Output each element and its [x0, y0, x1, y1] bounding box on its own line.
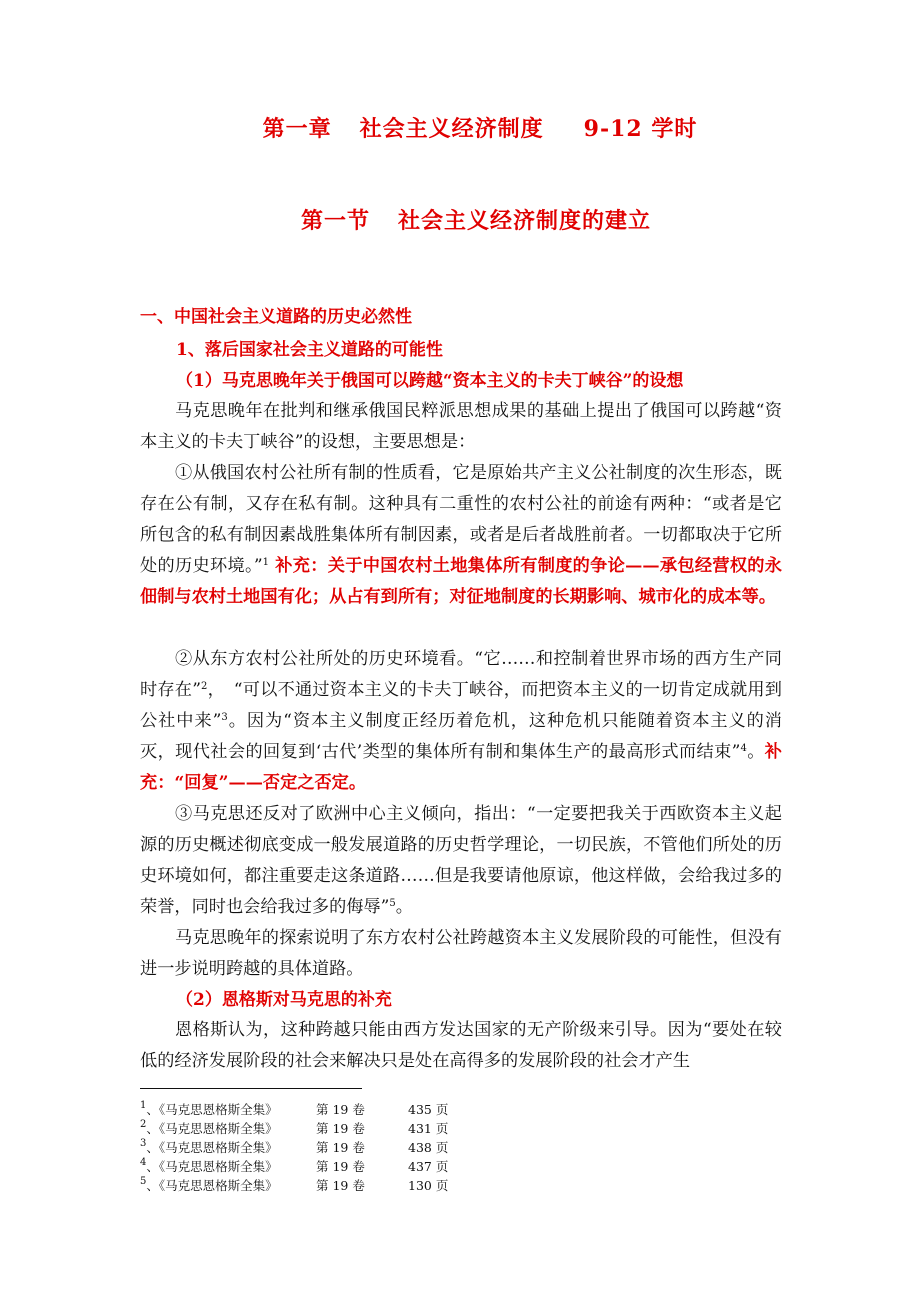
footnote-divider: [140, 1088, 362, 1089]
footnote-item: [140, 1138, 448, 1157]
footnote-number: 5: [140, 1176, 147, 1187]
footnote-book: 、《马克思恩格斯全集》: [146, 1140, 278, 1155]
paragraph-point-2-b: ， “可以不通过资本主义的卡夫丁峡谷，而把资本主义的一切肯定成就用到公社中来”: [140, 680, 782, 731]
footnote-volume: 第 19 卷: [316, 1121, 365, 1136]
heading-level-3-engels: （2）恩格斯对马克思的补充: [176, 990, 392, 1010]
section-title: [0, 204, 920, 235]
heading-level-3-marx: （1）马克思晚年关于俄国可以跨越“资本主义的卡夫丁峡谷”的设想: [176, 371, 684, 391]
paragraph-intro: 马克思晚年在批判和继承俄国民粹派思想成果的基础上提出了俄国可以跨越“资本主义的卡夫丁峡谷”的设想，主要思想是：: [140, 401, 782, 452]
paragraph-point-1: [140, 458, 782, 613]
footnote-volume: 第 19 卷: [316, 1159, 365, 1174]
footnote-page: 130 页: [408, 1178, 449, 1193]
paragraph-point-1-text: ①从俄国农村公社所有制的性质看，它是原始共产主义公社制度的次生形态，既存在公有制，又存在私有制。这种具有二重性的农村公社的前途有两种：“或者是它所包含的私有制因素战胜集体所有制因素，或者是后者战胜前者。一切都取决于它所处的历史环境。”: [140, 463, 782, 576]
footnote-item: [140, 1119, 448, 1138]
paragraph-point-2-a: ②从东方农村公社所处的历史环境看。“它……和控制着世界市场的西方生产同时存在”: [140, 649, 782, 700]
footnote-ref-2[interactable]: 2: [201, 681, 208, 692]
paragraph-engels: 恩格斯认为，这种跨越只能由西方发达国家的无产阶级来引导。因为“要处在较低的经济发展阶段的社会来解决只是处在高得多的发展阶段的社会才产生: [140, 1020, 782, 1071]
paragraph-point-3: [140, 799, 782, 923]
paragraph-point-3-text: ③马克思还反对了欧洲中心主义倾向，指出：“一定要把我关于西欧资本主义起源的历史概述彻底变成一般发展道路的历史哲学理论，一切民族，不管他们所处的历史环境如何，都注重要走这条道路……但是我要请他原谅，他这样做，会给我过多的荣誉，同时也会给我过多的侮辱”: [140, 804, 782, 917]
footnote-volume: 第 19 卷: [316, 1140, 365, 1155]
footnote-item: [140, 1157, 448, 1176]
footnote-item: [140, 1100, 448, 1119]
footnote-page: 437 页: [408, 1159, 449, 1174]
footnote-book: 、《马克思恩格斯全集》: [146, 1178, 278, 1193]
footnote-book: 、《马克思恩格斯全集》: [146, 1159, 278, 1174]
supplement-note-2: 补充：“回复”——否定之否定。: [140, 742, 782, 793]
footnote-item: [140, 1176, 448, 1195]
section-label: 第一节: [300, 208, 370, 234]
footnote-volume: 第 19 卷: [316, 1178, 365, 1193]
footnote-number: 1: [140, 1100, 147, 1111]
heading-level-2: 1、落后国家社会主义道路的可能性: [176, 340, 443, 360]
footnote-number: 3: [140, 1138, 147, 1149]
footnote-page: 435 页: [408, 1102, 449, 1117]
footnote-ref-3[interactable]: 3: [221, 712, 228, 723]
supplement-note-1: 补充：关于中国农村土地集体所有制度的争论——承包经营权的永佃制与农村土地国有化；从占有到所有；对征地制度的长期影响、城市化的成本等。: [140, 556, 782, 607]
footnote-book: 、《马克思恩格斯全集》: [146, 1121, 278, 1136]
footnote-page: 438 页: [408, 1140, 449, 1155]
footnote-number: 4: [140, 1157, 147, 1168]
paragraph-summary: 马克思晚年的探索说明了东方农村公社跨越资本主义发展阶段的可能性，但没有进一步说明跨越的具体道路。: [140, 928, 782, 979]
chapter-label: 第一章: [262, 116, 332, 142]
footnote-book: 、《马克思恩格斯全集》: [146, 1102, 278, 1117]
chapter-title: [0, 112, 920, 143]
footnote-ref-4[interactable]: 4: [740, 743, 747, 754]
paragraph-point-2: [140, 644, 782, 799]
section-name: 社会主义经济制度的建立: [398, 208, 652, 234]
footnote-ref-5[interactable]: 5: [389, 898, 396, 909]
paragraph-point-2-d: 。: [746, 742, 765, 762]
heading-level-1: 一、中国社会主义道路的历史必然性: [140, 307, 412, 327]
footnote-page: 431 页: [408, 1121, 449, 1136]
footnote-volume: 第 19 卷: [316, 1102, 365, 1117]
paragraph-point-3-end: 。: [395, 897, 413, 917]
chapter-hours: 9-12 学时: [583, 116, 698, 142]
footnote-ref-1[interactable]: 1: [262, 557, 270, 568]
paragraph-point-2-c: 。因为“资本主义制度正经历着危机，这种危机只能随着资本主义的消灭，现代社会的回复到‘古代’类型的集体所有制和集体生产的最高形式而结束”: [140, 711, 782, 762]
footnote-number: 2: [140, 1119, 147, 1130]
chapter-name: 社会主义经济制度: [359, 116, 544, 142]
